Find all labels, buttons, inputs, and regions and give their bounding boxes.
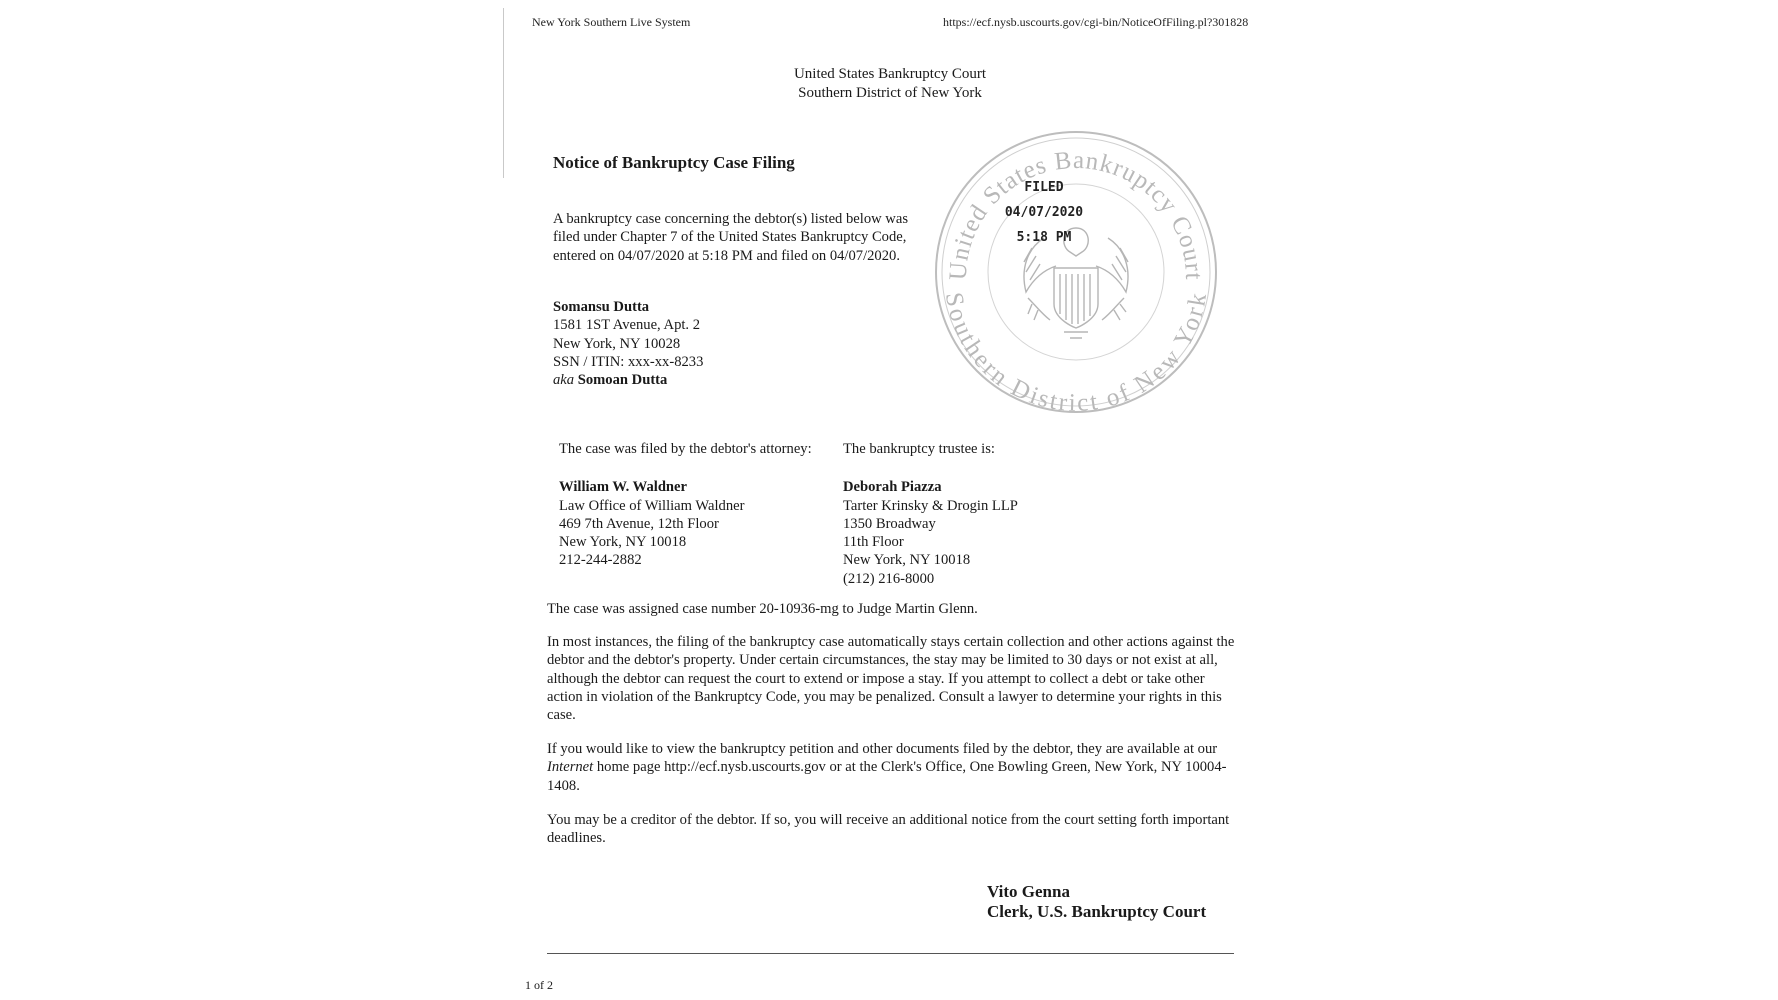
clerk-title: Clerk, U.S. Bankruptcy Court [987,901,1207,921]
aka-name: Somoan Dutta [577,372,668,389]
attorney-name: William W. Waldner [559,479,688,496]
view-documents-notice [547,740,1237,795]
trustee-phone: (212) 216-8000 [843,570,935,587]
header-site-name: New York Southern Live System [532,15,691,29]
view-docs-text-1: If you would like to view the bankruptcy petition and other documents filed by the debtor, they are available at our [547,741,1218,757]
stamp-filed: FILED [1024,180,1064,195]
seal-arc-bottom-text: Southern District of New York [939,290,1213,416]
debtor-address-line1: 1581 1ST Avenue, Apt. 2 [553,317,701,334]
case-assignment: The case was assigned case number 20-10936-mg to Judge Martin Glenn. [547,601,978,617]
trustee-floor: 11th Floor [843,534,904,551]
attorney-block [559,440,812,570]
debtor-name: Somansu Dutta [553,299,650,315]
attorney-heading: The case was filed by the debtor's attorney: [559,441,812,457]
court-heading [700,65,1080,102]
stamp-date: 04/07/2020 [1004,205,1084,220]
trustee-block [843,440,1018,588]
header-url: https://ecf.nysb.uscourts.gov/cgi-bin/NoticeOfFiling.pl?301828 [943,15,1249,29]
trustee-name: Deborah Piazza [843,479,942,496]
creditor-notice: You may be a creditor of the debtor. If so, you will receive an additional notice from the court setting forth important deadlines. [547,812,1230,847]
intro-paragraph: A bankruptcy case concerning the debtor(s) listed below was filed under Chapter 7 of the United States Bankruptcy Code, entered on 04/07/2020 at 5:18 PM and filed on 04/07/2020. [553,211,909,264]
aka-prefix: aka [553,372,575,389]
attorney-address: 469 7th Avenue, 12th Floor [559,515,719,532]
document-title: Notice of Bankruptcy Case Filing [553,153,795,172]
debtor-block [553,298,703,389]
page-number: 1 of 2 [525,978,553,992]
trustee-address: 1350 Broadway [843,515,936,532]
debtor-aka [553,371,703,389]
debtor-address-line2: New York, NY 10028 [553,335,681,352]
attorney-city: New York, NY 10018 [559,534,687,551]
attorney-phone: 212-244-2882 [559,552,642,569]
court-name: United States Bankruptcy Court [793,66,987,82]
signature-block [987,882,1206,921]
trustee-heading: The bankruptcy trustee is: [843,441,995,457]
court-district: Southern District of New York [798,84,982,101]
footer-rule [547,953,1234,954]
seal-graphic [932,128,1220,416]
page-margin-line [503,8,504,178]
stay-notice: In most instances, the filing of the bankruptcy case automatically stays certain collection and other actions against the debtor and the debtor's property. Under certain circumstances, the stay may be limited to 30 days or not exist at all, although the debtor can request the court to extend or impose a stay. If you attempt to collect a debt or take other action in violation of the Bankruptcy Code, you may be penalized. Consult a lawyer to determine your rights in this case. [547,634,1235,724]
view-docs-internet: Internet [547,759,594,776]
court-seal [932,128,1220,416]
stamp-time: 5:18 PM [1016,230,1072,245]
trustee-firm: Tarter Krinsky & Drogin LLP [843,497,1018,514]
trustee-city: New York, NY 10018 [843,552,971,569]
debtor-ssn: SSN / ITIN: xxx-xx-8233 [553,353,704,370]
view-docs-text-2: home page http://ecf.nysb.uscourts.gov or at the Clerk's Office, One Bowling Green, New York, NY 10004-1408. [547,759,1227,794]
clerk-name: Vito Genna [987,882,1070,901]
seal-arc-top-text: United States Bankruptcy Court [944,146,1208,282]
attorney-firm: Law Office of William Waldner [559,497,745,514]
